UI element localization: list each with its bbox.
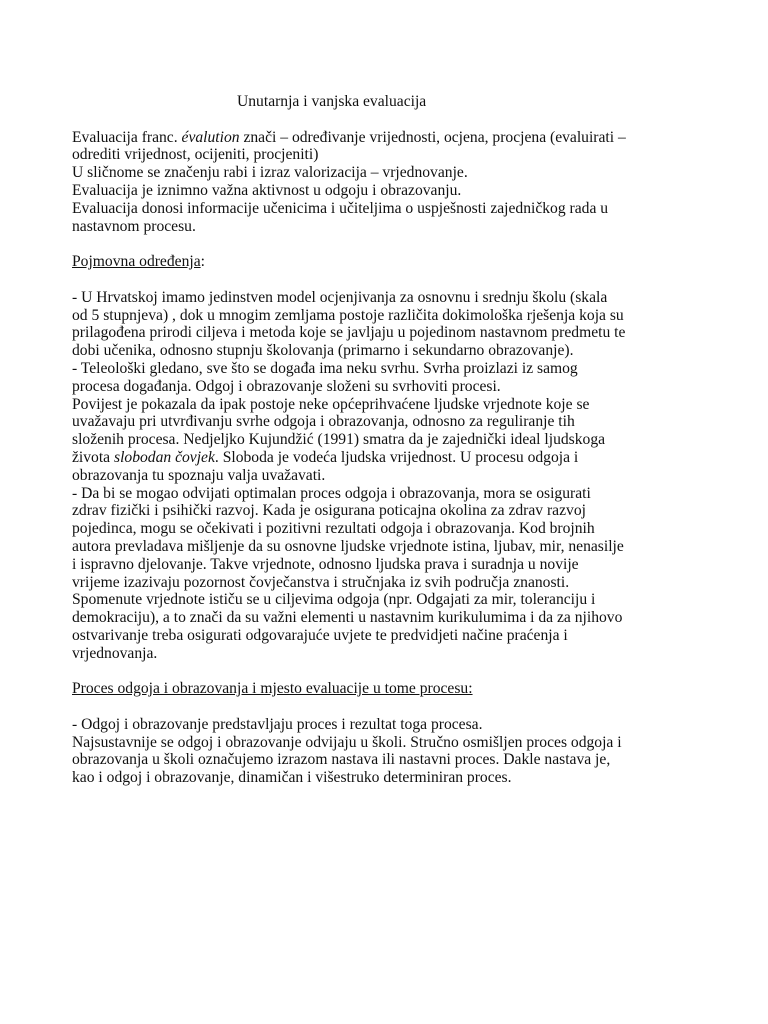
body-line: složenih procesa. Nedjeljko Kujundžić (1991) smatra da je zajednički ideal ljudskoga bbox=[72, 431, 606, 449]
body-line: dobi učenika, odnosno stupnju školovanja (primarno i sekundarno obrazovanje). bbox=[72, 342, 574, 360]
body-line: obrazovanja tu spoznaju valja uvažavati. bbox=[72, 466, 326, 484]
blank-line bbox=[72, 235, 712, 253]
blank-line bbox=[72, 698, 712, 716]
section-heading-pojmovna bbox=[72, 253, 712, 271]
intro-italic-term: évalution bbox=[181, 128, 240, 146]
intro-paragraph bbox=[72, 129, 712, 236]
body-line: - U Hrvatskoj imamo jedinstven model ocjenjivanja za osnovnu i srednju školu (skala bbox=[72, 288, 608, 306]
intro-line bbox=[72, 129, 712, 147]
body-line: Najsustavnije se odgoj i obrazovanje odvijaju u školi. Stručno osmišljen proces odgoja i bbox=[72, 733, 622, 751]
body-line: i ispravno djelovanje. Takve vrjednote, odnosno ljudska prava i suradnja u novije bbox=[72, 555, 579, 573]
body-line: ostvarivanje treba osigurati odgovarajuće uvjete te predvidjeti načine praćenja i bbox=[72, 626, 568, 644]
body-line: pojedinca, mogu se očekivati i pozitivni rezultati odgoja i obrazovanja. Kod brojnih bbox=[72, 520, 595, 538]
body-line: - Teleološki gledano, sve što se događa ima neku svrhu. Svrha proizlazi iz samog bbox=[72, 359, 578, 377]
intro-text: Evaluacija franc. bbox=[72, 128, 182, 146]
body-line: uvažavaju pri utvrđivanju svrhe odgoja i obrazovanja, odnosno za reguliranje tih bbox=[72, 413, 575, 431]
intro-line: Evaluacija donosi informacije učenicima i učiteljima o uspješnosti zajedničkog rada u bbox=[72, 199, 609, 217]
body-line: prilagođena prirodi ciljeva i metoda koje se javljaju u pojedinom nastavnom predmetu te bbox=[72, 324, 626, 342]
body-line: obrazovanja u školi označujemo izrazom nastava ili nastavni proces. Dakle nastava je, bbox=[72, 751, 611, 769]
blank-line bbox=[72, 663, 712, 681]
italic-phrase: slobodan čovjek bbox=[114, 448, 215, 466]
body-line: Povijest je pokazala da ipak postoje neke općeprihvaćene ljudske vrjednote koje se bbox=[72, 395, 590, 413]
body-line: autora prevladava mišljenje da su osnovne ljudske vrjednote istina, ljubav, mir, nenasilje bbox=[72, 537, 624, 555]
body-line: Spomenute vrjednote ističu se u ciljevima odgoja (npr. Odgajati za mir, toleranciju i bbox=[72, 591, 596, 609]
body-line: procesa događanja. Odgoj i obrazovanje složeni su svrhoviti procesi. bbox=[72, 377, 501, 395]
intro-text: znači – određivanje vrijednosti, ocjena, procjena (evaluirati – bbox=[239, 128, 626, 146]
blank-line bbox=[72, 111, 712, 129]
section-heading-text: Pojmovna određenja bbox=[72, 253, 201, 271]
body-line: - Da bi se mogao odvijati optimalan proces odgoja i obrazovanja, mora se osigurati bbox=[72, 484, 591, 502]
section-heading-colon: : bbox=[200, 253, 205, 271]
section1-body bbox=[72, 289, 712, 663]
document-page bbox=[72, 93, 712, 787]
document-title: Unutarnja i vanjska evaluacija bbox=[237, 93, 427, 110]
body-line bbox=[72, 449, 712, 467]
body-line: zdrav fizički i psihički razvoj. Kada je osigurana poticajna okolina za zdrav razvoj bbox=[72, 502, 586, 520]
blank-line bbox=[72, 271, 712, 289]
section-heading-proces: Proces odgoja i obrazovanja i mjesto evaluacije u tome procesu: bbox=[72, 680, 473, 698]
body-line: od 5 stupnjeva) , dok u mnogim zemljama postoje različita dokimološka rješenja koja su bbox=[72, 306, 624, 324]
body-text: . Sloboda je vodeća ljudska vrijednost. U procesu odgoja i bbox=[214, 448, 579, 466]
body-line: vrijeme izazivaju pozornost čovječanstva i stručnjaka iz svih područja znanosti. bbox=[72, 573, 570, 591]
body-line: demokraciju), a to znači da su važni elementi u nastavnim kurikulumima i da za njihovo bbox=[72, 609, 623, 627]
body-text: života bbox=[72, 448, 114, 466]
body-line: vrjednovanja. bbox=[72, 644, 158, 662]
body-line: - Odgoj i obrazovanje predstavljaju proces i rezultat toga procesa. bbox=[72, 715, 483, 733]
intro-line: odrediti vrijednost, ocijeniti, procjeniti) bbox=[72, 146, 319, 164]
intro-line: nastavnom procesu. bbox=[72, 217, 196, 235]
intro-line: U sličnome se značenju rabi i izraz valorizacija – vrjednovanje. bbox=[72, 164, 468, 182]
section2-body bbox=[72, 716, 712, 787]
body-line: kao i odgoj i obrazovanje, dinamičan i višestruko determiniran proces. bbox=[72, 769, 512, 787]
intro-line: Evaluacija je iznimno važna aktivnost u odgoju i obrazovanju. bbox=[72, 181, 462, 199]
